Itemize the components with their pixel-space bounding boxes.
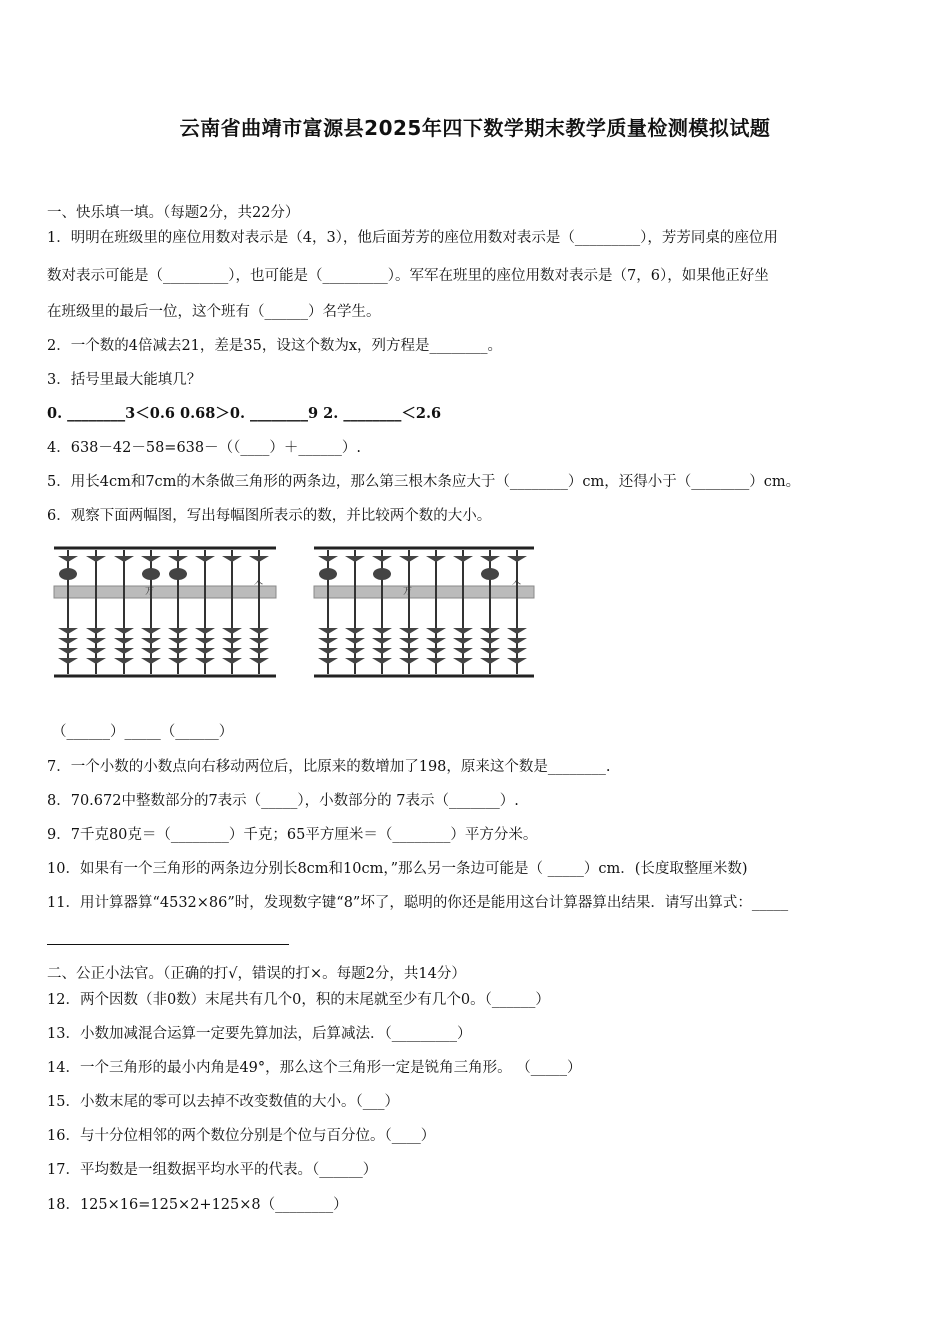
abacus-right-beads xyxy=(318,556,527,664)
abacus-right-frame xyxy=(314,548,534,676)
abacus-left-rods xyxy=(68,550,259,674)
question-3: 3．括号里最大能填几？ xyxy=(47,372,202,388)
question-4: 4．638－42－58=638－（（____）＋______）. xyxy=(47,440,361,456)
page-title: 云南省曲靖市富源县2025年四下数学期末教学质量检测模拟试题 xyxy=(179,116,771,140)
abacus-right-ge-label: 个 xyxy=(512,581,522,591)
question-2: 2．一个数的4倍减去21，差是35，设这个数为x，列方程是________。 xyxy=(47,338,503,354)
question-8: 8．70.672中整数部分的7表示（_____），小数部分的 7表示（_______）. xyxy=(47,793,519,809)
question-16: 16．与十分位相邻的两个数位分别是个位与百分位。（____） xyxy=(47,1128,436,1144)
question-15: 15．小数末尾的零可以去掉不改变数值的大小。（___） xyxy=(47,1094,399,1110)
question-5: 5．用长4cm和7cm的木条做三角形的两条边，那么第三根木条应大于（________）cm，还得小于（________）cm。 xyxy=(47,474,801,490)
abacus-left-ge-label: 个 xyxy=(254,581,264,591)
question-13: 13．小数加减混合运算一定要先算加法，后算减法．（_________） xyxy=(47,1026,472,1042)
abacus-left-wan-label: 万 xyxy=(145,587,155,597)
abacus-right-figure xyxy=(312,542,538,684)
abacus-left-figure xyxy=(52,542,280,684)
question-6-answer: （______）_____（______） xyxy=(52,724,234,740)
question-17: 17．平均数是一组数据平均水平的代表。（______） xyxy=(47,1162,378,1178)
section2-heading: 二、公正小法官。（正确的打√，错误的打×。每题2分，共14分） xyxy=(47,966,466,982)
abacus-left-frame xyxy=(54,548,276,676)
abacus-left-beads xyxy=(58,556,269,664)
section1-heading: 一、快乐填一填。（每题2分，共22分） xyxy=(47,205,300,221)
question-18: 18．125×16=125×2+125×8（________） xyxy=(47,1197,348,1213)
question-1-line-1: 1．明明在班级里的座位用数对表示是（4，3），他后面芳芳的座位用数对表示是（_________），芳芳同桌的座位用 xyxy=(47,230,778,246)
question-11: 11．用计算器算“4532×86”时，发现数字键“8”坏了，聪明的你还是能用这台计算器算出结果．请写出算式：_____ xyxy=(47,895,789,911)
question-9: 9．7千克80克＝（________）千克；65平方厘米＝（________）平方分米。 xyxy=(47,827,538,843)
question-1-line-3: 在班级里的最后一位，这个班有（______）名学生。 xyxy=(47,304,381,320)
question-12: 12．两个因数（非0数）末尾共有几个0，积的末尾就至少有几个0。（______） xyxy=(47,992,550,1008)
question-3-line: 0. ________3＜0.6 0.68＞0. ________9 2. ________＜2.6 xyxy=(47,405,442,422)
question-7: 7．一个小数的小数点向右移动两位后，比原来的数增加了198，原来这个数是________. xyxy=(47,759,611,775)
abacus-right-wan-label: 万 xyxy=(403,587,413,597)
question-1-line-2: 数对表示可能是（_________），也可能是（_________）。军军在班里的座位用数对表示是（7，6），如果他正好坐 xyxy=(47,268,769,284)
answer-line xyxy=(47,944,289,945)
question-14: 14．一个三角形的最小内角是49°，那么这个三角形一定是锐角三角形。 （_____） xyxy=(47,1060,582,1076)
question-6: 6．观察下面两幅图，写出每幅图所表示的数，并比较两个数的大小。 xyxy=(47,508,492,524)
question-10: 10．如果有一个三角形的两条边分别长8cm和10cm，”那么另一条边可能是（ _____）cm．(长度取整厘米数) xyxy=(47,861,748,877)
